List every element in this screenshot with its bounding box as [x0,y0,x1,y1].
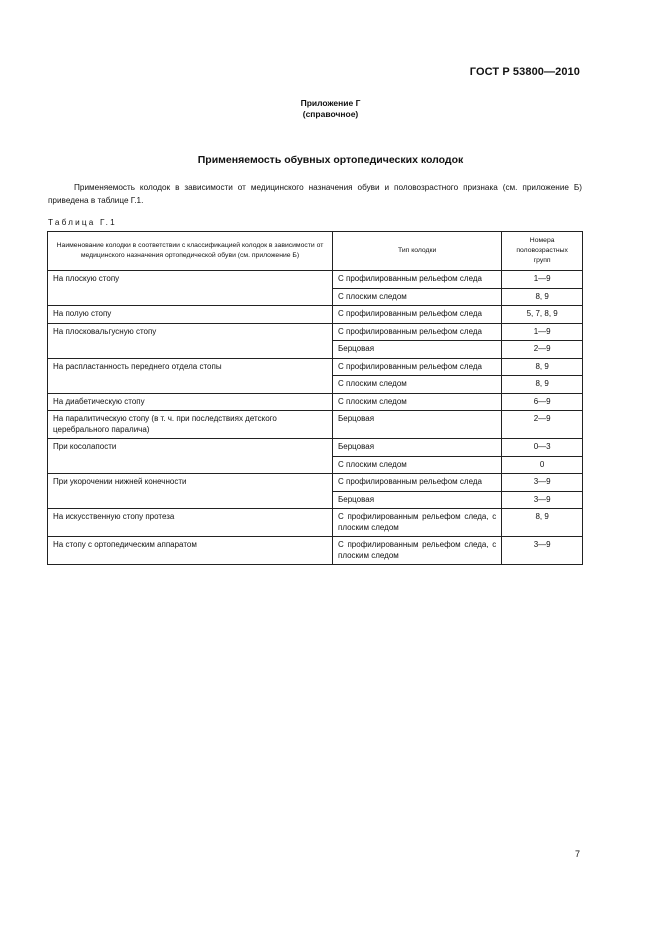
table-row [48,323,583,341]
table-row [48,393,583,411]
appendix-heading [0,98,661,120]
header-last-type: Тип колодки [333,232,502,271]
last-name-cell: На искусственную стопу протеза [48,509,333,537]
age-groups-cell: 1—9 [502,271,583,289]
age-groups-cell: 2—9 [502,341,583,359]
table-row [48,439,583,457]
age-groups-cell: 8, 9 [502,509,583,537]
table-row [48,474,583,492]
table-caption: Таблица Г.1 [48,218,117,227]
last-type-cell: С профилированным рельефом следа [333,271,502,289]
table-row [48,537,583,565]
last-name-cell: На плоскую стопу [48,271,333,306]
table-header-row [48,232,583,271]
last-name-cell: При укорочении нижней конечности [48,474,333,509]
table-row [48,411,583,439]
last-type-cell: С плоским следом [333,393,502,411]
last-type-cell: С профилированным рельефом следа [333,323,502,341]
age-groups-cell: 6—9 [502,393,583,411]
last-type-cell: С профилированным рельефом следа [333,474,502,492]
header-age-groups: Номера половозрастных групп [502,232,583,271]
table-row [48,306,583,324]
last-type-cell: С плоским следом [333,376,502,394]
intro-paragraph: Применяемость колодок в зависимости от медицинского назначения обуви и половозрастного признака (см. приложение Б) приведена в таблице Г.1. [48,183,582,205]
age-groups-cell: 8, 9 [502,358,583,376]
page-title: Применяемость обувных ортопедических колодок [197,154,464,166]
shoe-last-table [47,231,583,565]
age-groups-cell: 0—3 [502,439,583,457]
last-name-cell: На плосковальгусную стопу [48,323,333,358]
table-row [48,271,583,289]
last-type-cell: С профилированным рельефом следа [333,358,502,376]
table-row [48,509,583,537]
table-body [48,271,583,565]
last-name-cell: На паралитическую стопу (в т. ч. при последствиях детского церебрального паралича) [48,411,333,439]
table-row [48,358,583,376]
standard-number: ГОСТ Р 53800—2010 [469,66,580,78]
age-groups-cell: 2—9 [502,411,583,439]
last-type-cell: С профилированным рельефом следа, с плоским следом [333,537,502,565]
last-type-cell: Берцовая [333,411,502,439]
page-number: 7 [574,849,580,859]
appendix-note: (справочное) [302,109,359,119]
age-groups-cell: 5, 7, 8, 9 [502,306,583,324]
appendix-label: Приложение Г [300,98,361,108]
age-groups-cell: 8, 9 [502,376,583,394]
age-groups-cell: 3—9 [502,537,583,565]
last-type-cell: С плоским следом [333,288,502,306]
age-groups-cell: 8, 9 [502,288,583,306]
last-type-cell: С плоским следом [333,456,502,474]
last-type-cell: Берцовая [333,439,502,457]
header-last-name: Наименование колодки в соответствии с классификацией колодок в зависимости от медицинского назначения ортопедической обуви (см. приложение Б) [48,232,333,271]
last-type-cell: С профилированным рельефом следа, с плоским следом [333,509,502,537]
last-type-cell: Берцовая [333,491,502,509]
age-groups-cell: 3—9 [502,491,583,509]
last-name-cell: При косолапости [48,439,333,474]
last-name-cell: На распластанность переднего отдела стопы [48,358,333,393]
last-type-cell: С профилированным рельефом следа [333,306,502,324]
last-name-cell: На диабетическую стопу [48,393,333,411]
age-groups-cell: 1—9 [502,323,583,341]
age-groups-cell: 0 [502,456,583,474]
last-name-cell: На полую стопу [48,306,333,324]
age-groups-cell: 3—9 [502,474,583,492]
last-type-cell: Берцовая [333,341,502,359]
last-name-cell: На стопу с ортопедическим аппаратом [48,537,333,565]
